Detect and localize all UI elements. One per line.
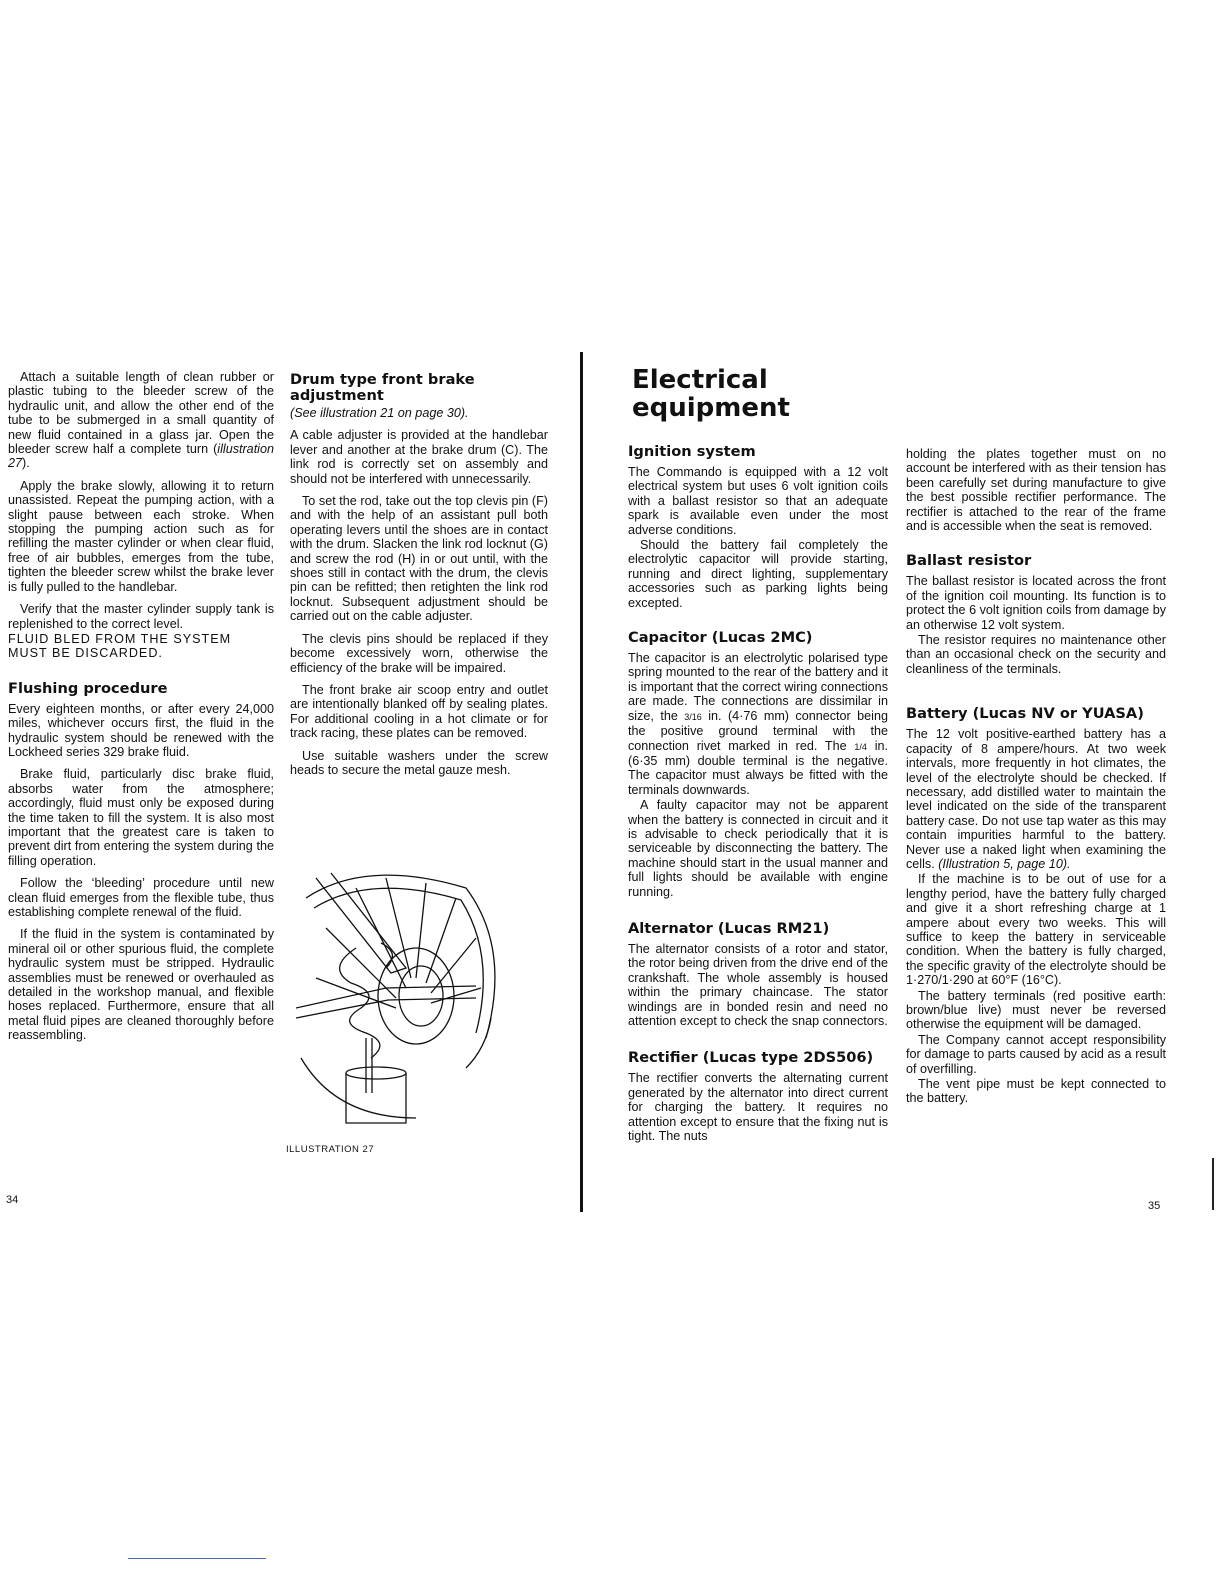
rectifier-continued: holding the plates together must on no account be interfered with as their tension has been carefully set during manufacture to give the best possible rectifier performance. The rectifier is attached to the rear of the frame and is accessible when the seat is removed. <box>906 447 1166 534</box>
para-follow: Follow the ‘bleeding’ procedure until new clean fluid emerges from the flexible tube, thus establishing complete renewal of the fluid. <box>8 876 274 919</box>
left-column-2 <box>290 372 548 785</box>
battery-heading: Battery (Lucas NV or YUASA) <box>906 705 1144 723</box>
para-washers: Use suitable washers under the screw heads to secure the metal gauze mesh. <box>290 748 548 777</box>
left-column-1 <box>8 370 274 1051</box>
alternator-heading: Alternator (Lucas RM21) <box>628 919 830 937</box>
battery-para-1: The 12 volt positive-earthed battery has a capacity of 8 ampere/hours. At two week intervals, more frequently in hot climates, the level of the electrolyte should be checked. If necessary, add distilled water to maintain the level indicated on the side of the transparent battery case. Do not use tap water as this may contain impurities harmful to the battery. Never use a naked light when examining the cells. (Illustration 5, page 10). <box>906 727 1166 871</box>
capacitor-para-2: A faulty capacitor may not be apparent when the battery is connected in circuit and it is advisable to check periodically that it is serviceable by disconnecting the battery. The machine should start in the usual manner and full lights should be available with engine running. <box>628 798 888 899</box>
ignition-para-1: The Commando is equipped with a 12 volt electrical system but uses 6 volt ignition coils with a ballast resistor so that an adequate spark is available even under the most adverse conditions. <box>628 465 888 537</box>
illustration-27-drawing <box>296 868 496 1126</box>
capacitor-para-1: The capacitor is an electrolytic polarised type spring mounted to the rear of the battery and it is important that the correct wiring connections are made. The connections are dissimilar in size, the 3/16 in. (4·76 mm) connector being the positive ground terminal with the connection rivet marked in red. The 1/4 in. (6·35 mm) double terminal is the negative. The capacitor must always be fitted with the terminals downwards. <box>628 651 888 797</box>
illustration-caption: ILLUSTRATION 27 <box>286 1144 375 1155</box>
flushing-heading: Flushing procedure <box>8 679 168 697</box>
para-clevis: The clevis pins should be replaced if they become excessively worn, otherwise the efficiency of the brake will be impaired. <box>290 631 548 675</box>
battery-para-5: The vent pipe must be kept connected to the battery. <box>906 1077 1166 1106</box>
rectifier-heading: Rectifier (Lucas type 2DS506) <box>628 1049 874 1067</box>
right-column-2 <box>906 447 1166 1107</box>
battery-para-3: The battery terminals (red positive earth: brown/blue live) must never be reversed otherwise the equipment will be damaged. <box>906 988 1166 1032</box>
para-contaminated: If the fluid in the system is contaminated by mineral oil or other spurious fluid, the complete hydraulic system must be stripped. Hydraulic assemblies must be renewed or overhauled as detailed in the workshop manual, and flexible hoses replaced. Furthermore, ensure that all metal fluid pipes are cleaned thoroughly before reassembling. <box>8 927 274 1043</box>
drum-brake-subheading: (See illustration 21 on page 30). <box>290 406 469 420</box>
ballast-heading: Ballast resistor <box>906 552 1032 570</box>
warning-text: FLUID BLED FROM THE SYSTEM MUST BE DISCARDED. <box>8 631 232 661</box>
capacitor-heading: Capacitor (Lucas 2MC) <box>628 629 813 647</box>
title-line-2: equipment <box>632 393 790 423</box>
ignition-heading: Ignition system <box>628 443 756 460</box>
rectifier-para-1: The rectifier converts the alternating current generated by the alternator into direct current for charging the battery. It requires no attention except to ensure that the fixing nut is tight. The nuts <box>628 1071 888 1144</box>
para-brake-fluid: Brake fluid, particularly disc brake fluid, absorbs water from the atmosphere; accordingly, fluid must only be exposed during the time taken to fill the system. It is also most important that the greatest care is taken to prevent dirt from entering the system during the filling operation. <box>8 767 274 868</box>
illustration-ref: illustration 27 <box>8 442 274 471</box>
footer-line <box>128 1558 266 1559</box>
ballast-para-2: The resistor requires no maintenance other than an occasional check on the security and cleanliness of the terminals. <box>906 633 1166 676</box>
para-every: Every eighteen months, or after every 24,000 miles, whichever occurs first, the fluid in the hydraulic system should be renewed with the Lockheed series 329 brake fluid. <box>8 701 274 759</box>
right-edge-mark <box>1212 1158 1214 1210</box>
fraction-1-4: 1/4 <box>854 741 867 752</box>
para-air-scoop: The front brake air scoop entry and outlet are intentionally blanked off by sealing plates. For additional cooling in a hot climate or for track racing, these plates can be removed. <box>290 682 548 741</box>
fraction-3-16: 3/16 <box>684 711 702 722</box>
para-cable-adjuster: A cable adjuster is provided at the handlebar lever and another at the brake drum (C). The link rod is correctly set on assembly and should not be interfered with unnecessarily. <box>290 428 548 486</box>
title-line-1: Electrical <box>632 365 768 395</box>
ignition-para-2: Should the battery fail completely the electrolytic capacitor will provide starting, running and direct lighting, supplementary accessories such as parking lights being excepted. <box>628 538 888 610</box>
ballast-para-1: The ballast resistor is located across the front of the ignition coil mounting. Its function is to protect the 6 volt ignition coils from damage by an otherwise 12 volt system. <box>906 574 1166 632</box>
right-column-1 <box>628 444 888 1151</box>
battery-illustration-ref: (Illustration 5, page 10). <box>938 856 1071 871</box>
para-apply: Apply the brake slowly, allowing it to return unassisted. Repeat the pumping action, with a slight pause between each stroke. When stopping the pumping action such as for refilling the master cylinder or when clear fluid, free of air bubbles, emerges from the tube, tighten the bleeder screw whilst the brake lever is fully pulled to the handlebar. <box>8 478 274 594</box>
para-set-rod: To set the rod, take out the top clevis pin (F) and with the help of an assistant pull both operating levers until the shoes are in contact with the drum. Slacken the link rod locknut (G) and screw the rod (H) in or out until, with the shoes still in contact with the drum, the clevis pin can be refitted; then retighten the link rod locknut. Subsequent adjustment should be carried out on the cable adjuster. <box>290 494 548 624</box>
para-attach: Attach a suitable length of clean rubber or plastic tubing to the bleeder screw of the hydraulic unit, and allow the other end of the tube to be submerged in a small quantity of new fluid contained in a glass jar. Open the bleeder screw half a complete turn (illustration 27). <box>8 370 274 471</box>
page-number-left: 34 <box>6 1194 19 1206</box>
battery-para-2: If the machine is to be out of use for a lengthy period, have the battery fully charged and give it a short refreshing charge at 1 ampere about every two weeks. This will suffice to keep the battery in serviceable condition. When the battery is fully charged, the specific gravity of the electrolyte should be 1·270/1·290 at 60°F (16°C). <box>906 872 1166 988</box>
page-number-right: 35 <box>1148 1200 1161 1212</box>
drum-brake-heading: Drum type front brake adjustment <box>290 371 475 404</box>
para-verify: Verify that the master cylinder supply tank is replenished to the correct level. <box>8 602 274 631</box>
page-gutter-line <box>580 352 583 1212</box>
alternator-para-1: The alternator consists of a rotor and stator, the rotor being driven from the drive end of the crankshaft. The whole assembly is housed within the primary chaincase. The stator windings are in bonded resin and need no attention except to check the snap connectors. <box>628 941 888 1028</box>
battery-para-4: The Company cannot accept responsibility for damage to parts caused by acid as a result of overfilling. <box>906 1032 1166 1076</box>
section-title <box>632 366 790 422</box>
